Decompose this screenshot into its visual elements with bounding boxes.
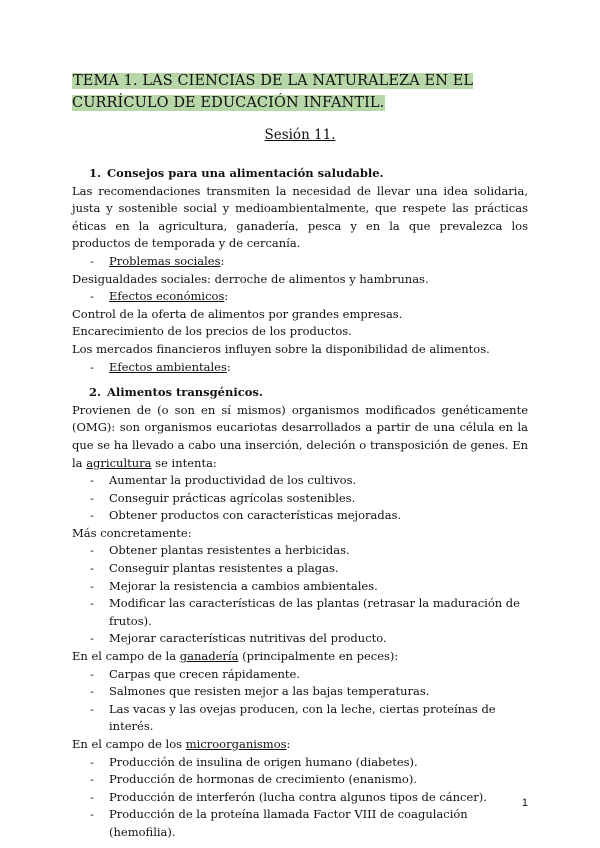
livestock-term: ganadería (179, 649, 239, 664)
more-specific-label: Más concretamente: (72, 525, 192, 540)
micro-text: En el campo de los (72, 737, 186, 751)
section-2-intro (72, 402, 528, 472)
economic-effects-label: Efectos económicos (109, 289, 225, 304)
section-1-heading (72, 165, 528, 183)
list-item: - Obtener plantas resistentes a herbicidas. (72, 542, 528, 560)
list-item: - Producción de la proteína llamada Factor VIII de coagulación (hemofilia). (72, 806, 528, 841)
section-2-number: 2. (89, 385, 102, 400)
document-body (72, 165, 528, 842)
section-2-heading-text: Alimentos transgénicos. (107, 385, 263, 400)
list-item: - Producción de hormonas de crecimiento (enanismo). (72, 771, 528, 789)
list-item: - Modificar las características de las plantas (retrasar la maduración de frutos). (72, 595, 528, 630)
micro-text-end: : (286, 737, 291, 751)
section-1-intro: Las recomendaciones transmiten la necesidad de llevar una idea solidaria, justa y sostenible social y medioambientalmente, que respete las prácticas éticas en la agricultura, ganadería, pesca y en la que prevalezca los productos de temporada y de cercanía. (72, 183, 528, 251)
livestock-text-end: (principalmente en peces): (238, 649, 399, 664)
section-1-heading-text: Consejos para una alimentación saludable. (107, 166, 384, 180)
list-item: - Producción de interferón (lucha contra algunos tipos de cáncer). (72, 789, 528, 807)
list-item: - Salmones que resisten mejor a las bajas temperaturas. (72, 683, 528, 701)
intro-text: Provienen de (o son en sí mismos) organismos modificados genéticamente (OMG): son organismos eucariotas desarrollados a partir de una célula en la que se ha llevado a cabo una inserción, deleción o transposición de genes. En la (72, 402, 528, 470)
list-item: - Efectos ambientales: (72, 359, 528, 377)
section-1-number: 1. (89, 166, 102, 180)
livestock-text: En el campo de la (72, 649, 180, 664)
microorganisms-term: microorganismos (185, 737, 287, 751)
title-highlight: TEMA 1. LAS CIENCIAS DE LA NATURALEZA EN EL CURRÍCULO DE EDUCACIÓN INFANTIL. (72, 73, 474, 111)
list-item: - Producción de insulina de origen humano (diabetes). (72, 754, 528, 772)
list-item: - Mejorar características nutritivas del producto. (72, 630, 528, 648)
social-problems-text: Desigualdades sociales: derroche de alimentos y hambrunas. (72, 271, 429, 286)
list-item: - Conseguir prácticas agrícolas sostenibles. (72, 490, 528, 508)
livestock-line (72, 648, 528, 666)
list-item: - Aumentar la productividad de los cultivos. (72, 472, 528, 490)
session-title: Sesión 11. (264, 127, 336, 143)
list-item: - Problemas sociales: (72, 253, 528, 271)
list-item: - Las vacas y las ovejas producen, con la leche, ciertas proteínas de interés. (72, 701, 528, 736)
list-item: - Obtener productos con características mejoradas. (72, 507, 528, 525)
list-item: - Mejorar la resistencia a cambios ambientales. (72, 578, 528, 596)
social-problems-label: Problemas sociales (109, 253, 221, 268)
economic-line: Los mercados financieros influyen sobre la disponibilidad de alimentos. (72, 341, 490, 356)
list-item: - Efectos económicos: (72, 288, 528, 306)
list-item: - Conseguir plantas resistentes a plagas. (72, 560, 528, 578)
list-item: - Carpas que crecen rápidamente. (72, 666, 528, 684)
page-title (72, 70, 532, 114)
environmental-effects-label: Efectos ambientales (109, 359, 227, 374)
agriculture-term: agricultura (86, 455, 152, 470)
economic-line: Control de la oferta de alimentos por grandes empresas. (72, 306, 403, 321)
economic-line: Encarecimiento de los precios de los productos. (72, 324, 352, 339)
intro-text-end: se intenta: (151, 455, 217, 470)
page-number: 1 (521, 797, 528, 809)
microorganisms-line (72, 736, 528, 754)
section-2-heading (72, 384, 528, 402)
